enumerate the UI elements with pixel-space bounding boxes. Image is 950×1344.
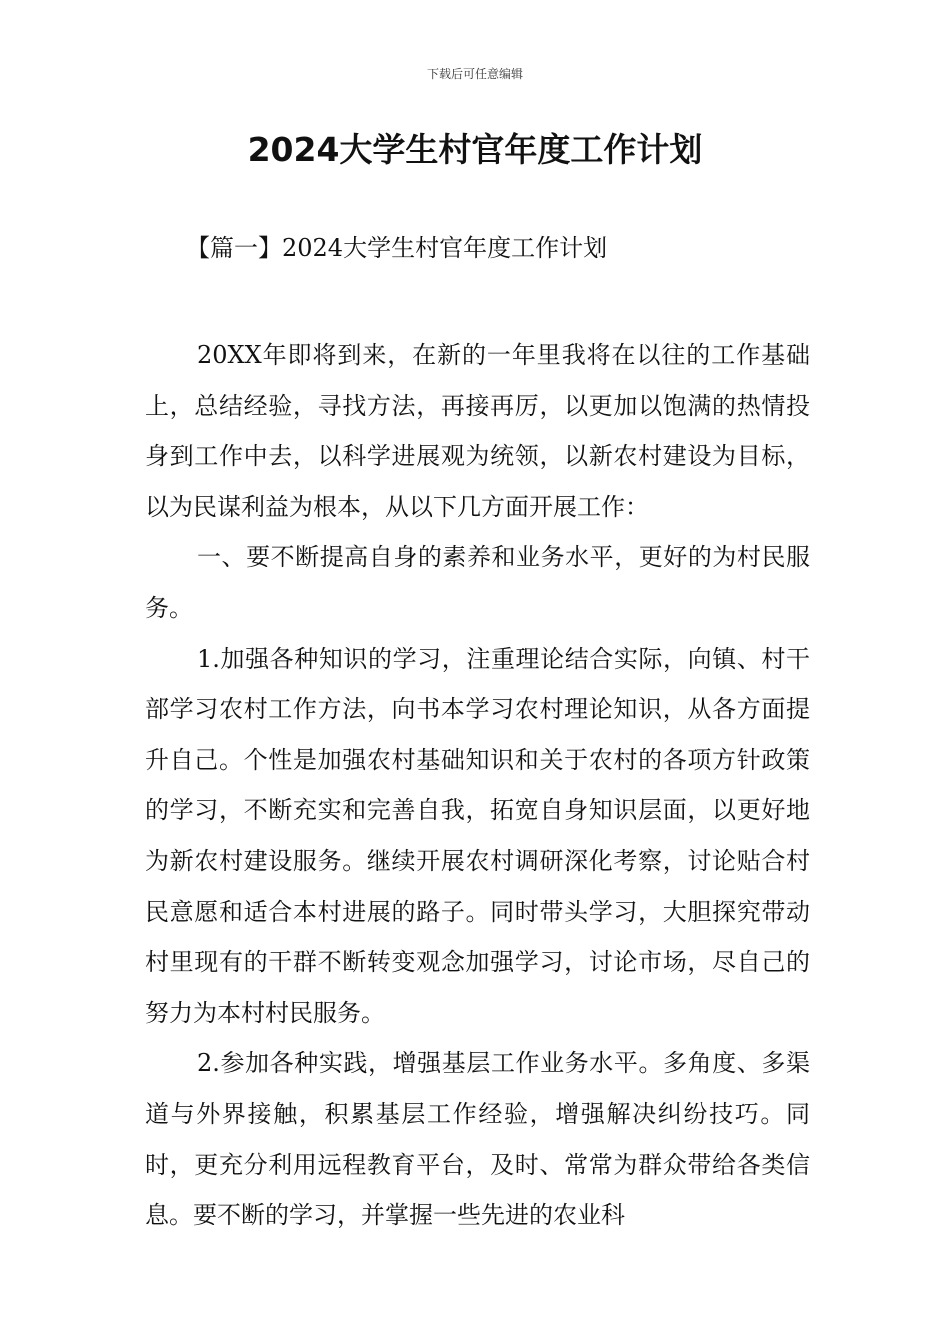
section-heading: 【篇一】2024大学生村官年度工作计划 bbox=[186, 234, 608, 262]
body-text bbox=[145, 330, 810, 1241]
paragraph-item-one: 一、要不断提高自身的素养和业务水平，更好的为村民服务。 bbox=[145, 543, 810, 622]
document-title: 2024大学生村官年度工作计划 bbox=[247, 130, 703, 169]
paragraph-intro: 20XX年即将到来，在新的一年里我将在以往的工作基础上，总结经验，寻找方法，再接再厉，以更加以饱满的热情投身到工作中去，以科学进展观为统领，以新农村建设为目标，以为民谋利益为根本，从以下几方面开展工作： bbox=[145, 341, 810, 521]
paragraph-item-2: 2.参加各种实践，增强基层工作业务水平。多角度、多渠道与外界接触，积累基层工作经验，增强解决纠纷技巧。同时，更充分利用远程教育平台，及时、常常为群众带给各类信息。要不断的学习，并掌握一些先进的农业科 bbox=[145, 1049, 810, 1230]
paragraph-item-1: 1.加强各种知识的学习，注重理论结合实际，向镇、村干部学习农村工作方法，向书本学习农村理论知识，从各方面提升自己。个性是加强农村基础知识和关于农村的各项方针政策的学习，不断充实和完善自我，拓宽自身知识层面，以更好地为新农村建设服务。继续开展农村调研深化考察，讨论贴合村民意愿和适合本村进展的路子。同时带头学习，大胆探究带动村里现有的干群不断转变观念加强学习，讨论市场，尽自己的努力为本村村民服务。 bbox=[145, 644, 810, 1027]
header-note: 下载后可任意编辑 bbox=[426, 67, 523, 81]
